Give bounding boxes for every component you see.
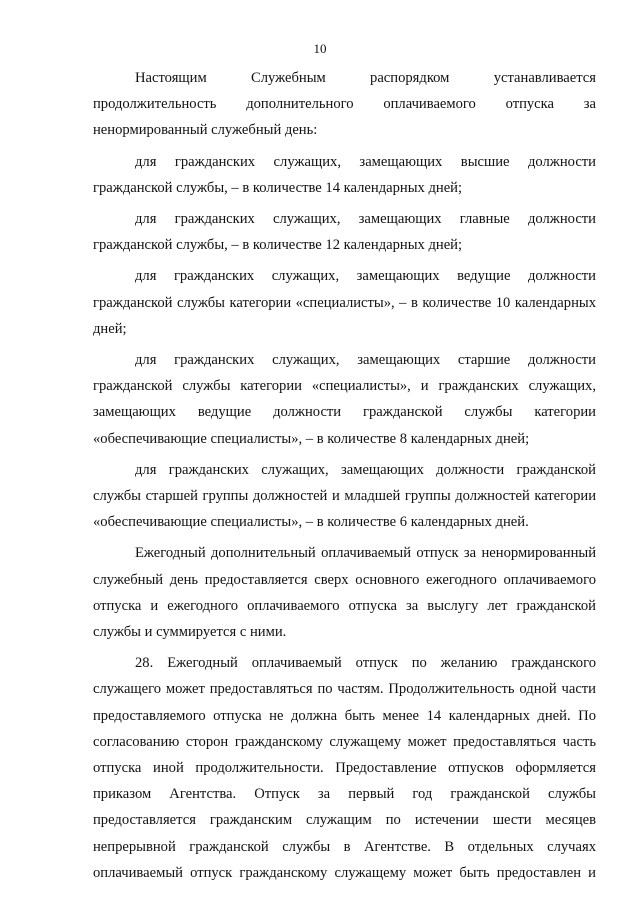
paragraph-additional-leave: Ежегодный дополнительный оплачиваемый отпуск за ненормированный служебный день предоставляется сверх основного ежегодного оплачиваемого отпуска и ежегодного оплачиваемого отпуска за выслугу лет гражданской службы и суммируется с ними. bbox=[93, 545, 596, 641]
paragraph-main-positions: для гражданских служащих, замещающих главные должности гражданской службы, – в количестве 12 календарных дней; bbox=[93, 211, 596, 254]
paragraph-clause-28: 28. Ежегодный оплачиваемый отпуск по желанию гражданского служащего может предоставляться по частям. Продолжительность одной части предоставляемого отпуска не должна быть менее 14 календарных дней. По согласованию сторон гражданскому служащему может предоставляться часть отпуска иной продолжительности. Предоставление отпусков оформляется приказом Агентства. Отпуск за первый год гражданской службы предоставляется гражданским служащим по истечении шести месяцев непрерывной гражданской службы в Агентстве. В отдельных случаях оплачиваемый отпуск гражданскому служащему может быть предоставлен и bbox=[93, 655, 596, 881]
paragraph-intro: Настоящим Служебным распорядком устанавливается продолжительность дополнительного оплачиваемого отпуска за ненормированный служебный день: bbox=[93, 70, 596, 139]
document-body bbox=[93, 65, 596, 891]
paragraph-senior-positions: для гражданских служащих, замещающих старшие должности гражданской службы категории «специалисты», и гражданских служащих, замещающих ведущие должности гражданской службы категории «обеспечивающие специалисты», – в количестве 8 календарных дней; bbox=[93, 352, 596, 447]
paragraph-junior-positions: для гражданских служащих, замещающих должности гражданской службы старшей группы должностей и младшей группы должностей категории «обеспечивающие специалисты», – в количестве 6 календарных дней. bbox=[93, 461, 596, 531]
page-number: 10 bbox=[313, 41, 327, 56]
paragraph-higher-positions: для гражданских служащих, замещающих высшие должности гражданской службы, – в количестве 14 календарных дней; bbox=[93, 153, 596, 196]
paragraph-leading-positions: для гражданских служащих, замещающих ведущие должности гражданской службы категории «специалисты», – в количестве 10 календарных дней; bbox=[93, 268, 596, 337]
